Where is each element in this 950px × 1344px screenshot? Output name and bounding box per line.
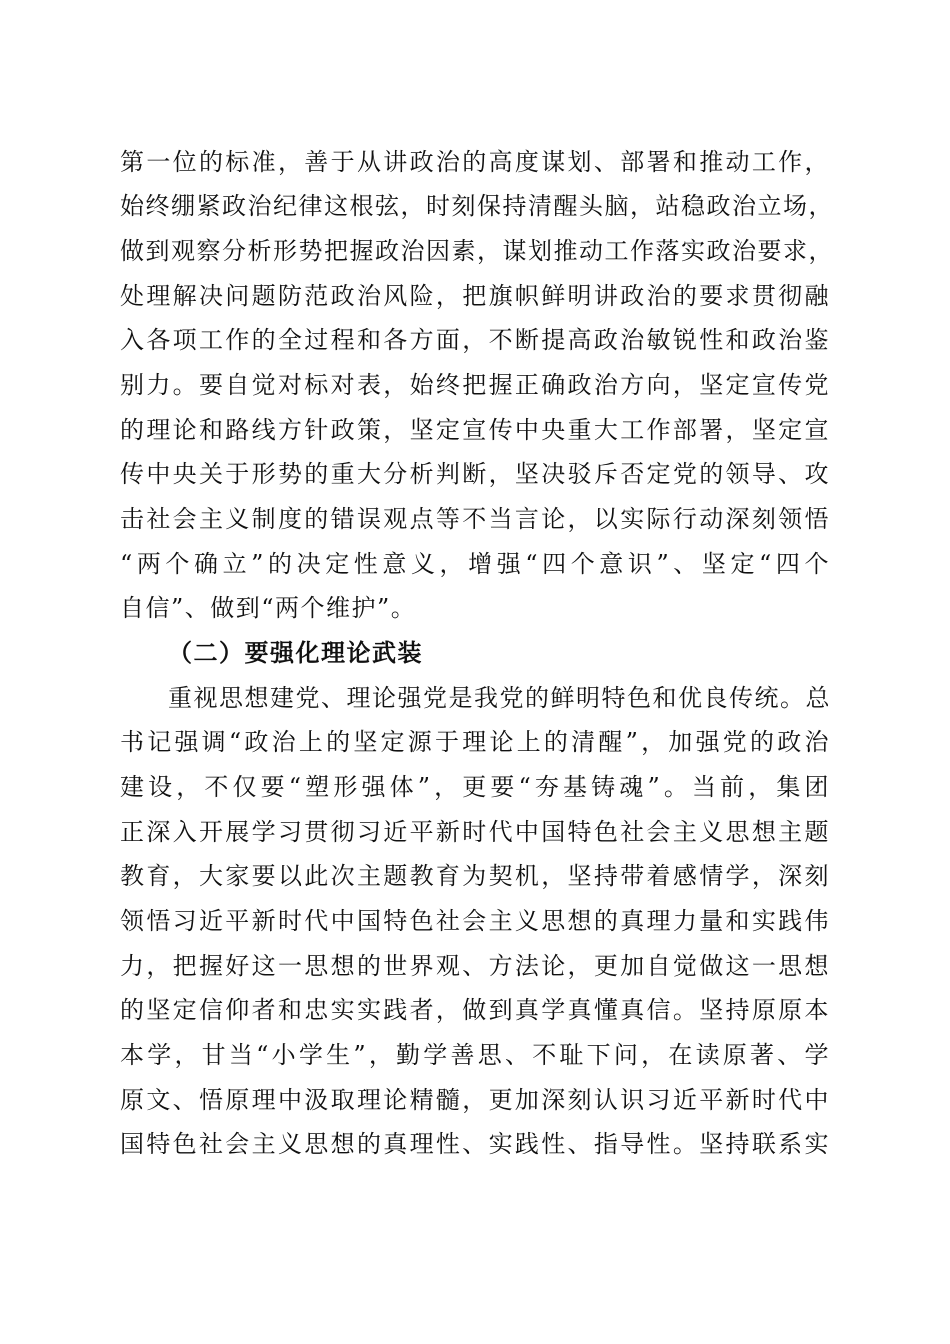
body-text-line: 领悟习近平新时代中国特色社会主义思想的真理力量和实践伟 [120, 907, 830, 935]
body-text-line: 第一位的标准，善于从讲政治的高度谋划、部署和推动工作， [120, 148, 830, 176]
body-text-line: 别力。要自觉对标对表，始终把握正确政治方向，坚定宣传党 [120, 371, 830, 399]
body-text-line: 建设，不仅要“塑形强体”，更要“夯基铸魂”。当前，集团 [120, 773, 830, 801]
body-text-line: “两个确立”的决定性意义，增强“四个意识”、坚定“四个 [120, 550, 830, 578]
body-text-line: 书记强调“政治上的坚定源于理论上的清醒”，加强党的政治 [120, 728, 830, 756]
body-text-line: 始终绷紧政治纪律这根弦，时刻保持清醒头脑，站稳政治立场， [120, 192, 834, 220]
body-text-line: 击社会主义制度的错误观点等不当言论，以实际行动深刻领悟 [120, 505, 830, 533]
body-text-line: 力，把握好这一思想的世界观、方法论，更加自觉做这一思想 [120, 952, 830, 980]
body-text-line: 做到观察分析形势把握政治因素，谋划推动工作落实政治要求， [120, 237, 834, 265]
body-text-line: 本学，甘当“小学生”，勤学善思、不耻下问，在读原著、学 [120, 1041, 830, 1069]
section-heading: （二）要强化理论武装 [168, 638, 423, 667]
body-text-line: 入各项工作的全过程和各方面，不断提高政治敏锐性和政治鉴 [120, 326, 830, 354]
body-text-line: 的理论和路线方针政策，坚定宣传中央重大工作部署，坚定宣 [120, 416, 830, 444]
body-text-line: 的坚定信仰者和忠实实践者，做到真学真懂真信。坚持原原本 [120, 996, 830, 1024]
body-text-line: 教育，大家要以此次主题教育为契机，坚持带着感情学，深刻 [120, 862, 830, 890]
body-text-line: 重视思想建党、理论强党是我党的鲜明特色和优良传统。总 [168, 684, 831, 712]
body-text-line: 正深入开展学习贯彻习近平新时代中国特色社会主义思想主题 [120, 818, 830, 846]
body-text-line: 处理解决问题防范政治风险，把旗帜鲜明讲政治的要求贯彻融 [120, 282, 830, 310]
body-text-line: 原文、悟原理中汲取理论精髓，更加深刻认识习近平新时代中 [120, 1086, 830, 1114]
body-text-line: 国特色社会主义思想的真理性、实践性、指导性。坚持联系实 [120, 1130, 830, 1158]
body-text-line: 自信”、做到“两个维护”。 [120, 594, 417, 622]
body-text-line: 传中央关于形势的重大分析判断，坚决驳斥否定党的领导、攻 [120, 460, 830, 488]
